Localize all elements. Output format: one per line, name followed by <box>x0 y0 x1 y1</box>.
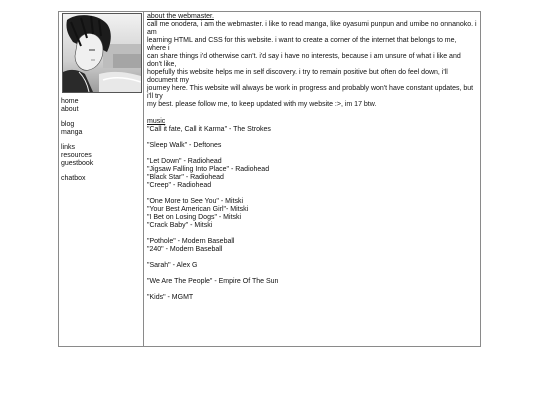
nav-gap <box>61 168 141 175</box>
song-gap <box>147 150 477 158</box>
song-list <box>147 126 477 302</box>
sidebar <box>59 12 144 346</box>
song-item: "Let Down" - Radiohead <box>147 158 222 165</box>
song-gap <box>147 270 477 278</box>
song-item: "I Bet on Losing Dogs" - Mitski <box>147 214 242 221</box>
nav-guestbook-link[interactable]: guestbook <box>61 160 94 167</box>
song-gap <box>147 254 477 262</box>
avatar <box>62 13 142 93</box>
song-item: "Pothole" - Modern Baseball <box>147 238 235 245</box>
page-frame <box>58 11 481 347</box>
main-content <box>147 13 477 302</box>
nav-home-link[interactable]: home <box>61 98 79 105</box>
song-item: "One More to See You" - Mitski <box>147 198 244 205</box>
nav-gap <box>61 114 141 121</box>
song-item: "Your Best American Girl"- Mitski <box>147 206 249 213</box>
nav-chatbox-link[interactable]: chatbox <box>61 175 86 182</box>
song-item: "Sarah" - Alex G <box>147 262 198 269</box>
song-gap <box>147 230 477 238</box>
song-gap <box>147 134 477 142</box>
song-item: "Crack Baby" - Mitski <box>147 222 213 229</box>
nav-gap <box>61 137 141 144</box>
song-item: "Call it fate, Call it Karma" - The Strokes <box>147 126 271 133</box>
nav-about-link[interactable]: about <box>61 106 79 113</box>
music-heading: music <box>147 118 166 125</box>
song-item: "Creep" - Radiohead <box>147 182 212 189</box>
song-item: "Sleep Walk" - Deftones <box>147 142 222 149</box>
sidebar-nav <box>61 98 141 183</box>
nav-resources-link[interactable]: resources <box>61 152 92 159</box>
song-item: "Kids" - MGMT <box>147 294 194 301</box>
song-gap <box>147 286 477 294</box>
nav-links-link[interactable]: links <box>61 144 76 151</box>
song-item: "240" - Modern Baseball <box>147 246 223 253</box>
song-item: "We Are The People" - Empire Of The Sun <box>147 278 279 285</box>
nav-blog-link[interactable]: blog <box>61 121 75 128</box>
song-item: "Jigsaw Falling Into Place" - Radiohead <box>147 166 270 173</box>
about-text: call me onodera, i am the webmaster. i like to read manga, like oyasumi punpun and umibe no onnanoko. i am learning HTML and CSS for this website. i want to create a corner of the internet that belongs to me, where i can share things i'd otherwise can't. i'd say i have no interests, because i am unsure of what i like and don't like, hopefully this website helps me in self discovery. i try to remain positive but often do feel down, i'll document my journey here. This website will always be work in progress and probably won't have constant updates, but i'll try my best. please follow me, to keep updated with my website :>, im 17 btw. <box>147 21 477 108</box>
song-item: "Black Star" - Radiohead <box>147 174 224 181</box>
about-heading: about the webmaster. <box>147 13 214 20</box>
nav-manga-link[interactable]: manga <box>61 129 83 136</box>
song-gap <box>147 190 477 198</box>
avatar-image <box>63 14 141 92</box>
